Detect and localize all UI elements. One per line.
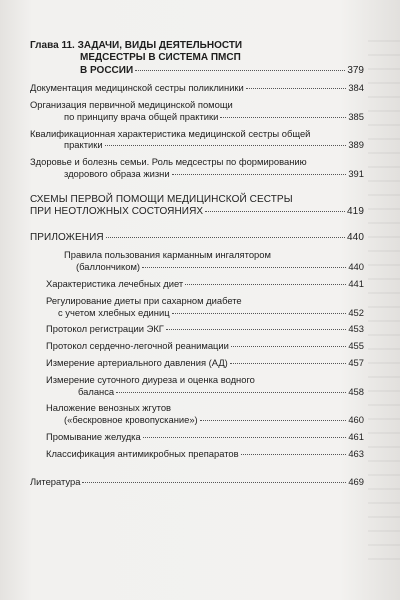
toc-entry-literature: [30, 476, 364, 488]
toc-entry-text: СХЕМЫ ПЕРВОЙ ПОМОЩИ МЕДИЦИНСКОЙ СЕСТРЫ: [30, 193, 293, 205]
toc-page-number: 440: [347, 232, 364, 244]
toc-entry-text: с учетом хлебных единиц: [58, 306, 170, 318]
toc-entry-text: МЕДСЕСТРЫ В СИСТЕМА ПМСП: [80, 52, 241, 64]
dot-leader: [116, 392, 346, 393]
toc-entry-text: Правила пользования карманным ингалятором: [64, 249, 271, 261]
dot-leader: [143, 437, 347, 438]
toc-page-number: 463: [348, 447, 364, 459]
toc-entry: [30, 99, 364, 123]
toc-entry-text: ПРИ НЕОТЛОЖНЫХ СОСТОЯНИЯХ: [30, 206, 204, 217]
dot-leader: [185, 284, 346, 285]
dot-leader: [82, 482, 346, 483]
dot-leader: [231, 346, 346, 347]
toc-entry: [30, 374, 364, 398]
toc-entry-text: практики: [64, 139, 103, 151]
toc-page-number: 469: [348, 475, 364, 487]
dot-leader: [172, 313, 347, 314]
toc-entry-text: здорового образа жизни: [64, 168, 170, 179]
toc-entry-text: Организация первичной медицинской помощи: [30, 99, 233, 111]
toc-page-number: 419: [347, 206, 364, 217]
toc-page-number: 453: [348, 323, 364, 335]
toc-entry-text: Измерение артериального давления (АД): [46, 356, 228, 368]
dot-leader: [246, 88, 347, 89]
dot-leader: [241, 454, 347, 455]
toc-entry: [30, 402, 364, 426]
toc-entry-text: Протокол регистрации ЭКГ: [46, 323, 164, 335]
dot-leader: [172, 174, 347, 175]
toc-chapter-11: [30, 40, 364, 77]
toc-entry-text: Классификация антимикробных препаратов: [46, 447, 239, 459]
toc-entry: [30, 82, 364, 94]
toc-entry-text: Регулирование диеты при сахарном диабете: [46, 294, 242, 306]
dot-leader: [106, 237, 345, 238]
toc-page-number: 385: [348, 110, 364, 122]
bleed-through-shadow: [368, 40, 400, 560]
toc-page-number: 455: [348, 340, 364, 352]
toc-entry-text: Квалификационная характеристика медицинской сестры общей: [30, 127, 311, 139]
table-of-contents: [30, 40, 364, 487]
toc-entry: [30, 340, 364, 352]
toc-page-number: 384: [348, 82, 364, 94]
toc-entry-text: ПРИЛОЖЕНИЯ: [30, 232, 104, 244]
dot-leader: [135, 70, 345, 71]
toc-entry-text: В РОССИИ: [80, 64, 134, 76]
toc-page-number: 389: [348, 139, 364, 151]
toc-page-number: 457: [348, 356, 364, 368]
toc-entry: [30, 249, 364, 273]
toc-entry: [30, 431, 364, 443]
toc-entry-text: баланса: [78, 385, 115, 397]
dot-leader: [220, 117, 346, 118]
toc-entry-text: Литература: [30, 475, 81, 487]
toc-entry-text: Здоровье и болезнь семьи. Роль медсестры по формированию: [30, 156, 307, 168]
toc-entry: [30, 323, 364, 335]
toc-entry: [30, 278, 364, 290]
toc-entry-text: Измерение суточного диуреза и оценка водного: [46, 373, 255, 385]
toc-section-schemes: [30, 194, 364, 218]
toc-entry-text: Характеристика лечебных диет: [46, 278, 184, 289]
toc-entry-text: Наложение венозных жгутов: [46, 402, 172, 414]
toc-page-number: 440: [348, 261, 364, 273]
toc-page-number: 460: [348, 414, 364, 426]
toc-entry-text: Документация медицинской сестры поликлиники: [30, 82, 244, 94]
toc-page-number: 461: [348, 430, 364, 442]
toc-entry-text: («бескровное кровопускание»): [64, 414, 198, 426]
dot-leader: [230, 363, 347, 364]
toc-entry-text: по принципу врача общей практики: [64, 110, 219, 122]
toc-entry-text: Глава 11. ЗАДАЧИ, ВИДЫ ДЕЯТЕЛЬНОСТИ: [30, 40, 243, 51]
toc-page-number: 441: [348, 278, 364, 289]
toc-entry-text: (баллончиком): [76, 261, 141, 273]
dot-leader: [142, 267, 346, 268]
toc-entry: [30, 156, 364, 180]
toc-entry: [30, 295, 364, 319]
toc-entry: [30, 128, 364, 152]
toc-page-number: 458: [348, 385, 364, 397]
toc-entry: [30, 357, 364, 369]
toc-page-number: 391: [348, 168, 364, 179]
toc-page-number: 452: [348, 306, 364, 318]
toc-entry: [30, 448, 364, 460]
toc-entry-text: Промывание желудка: [46, 430, 141, 442]
toc-page-number: 379: [347, 64, 364, 76]
dot-leader: [205, 211, 345, 212]
dot-leader: [200, 420, 347, 421]
dot-leader: [166, 329, 346, 330]
toc-section-appendix: [30, 232, 364, 244]
toc-entry-text: Протокол сердечно-легочной реанимации: [46, 340, 229, 352]
dot-leader: [105, 145, 347, 146]
